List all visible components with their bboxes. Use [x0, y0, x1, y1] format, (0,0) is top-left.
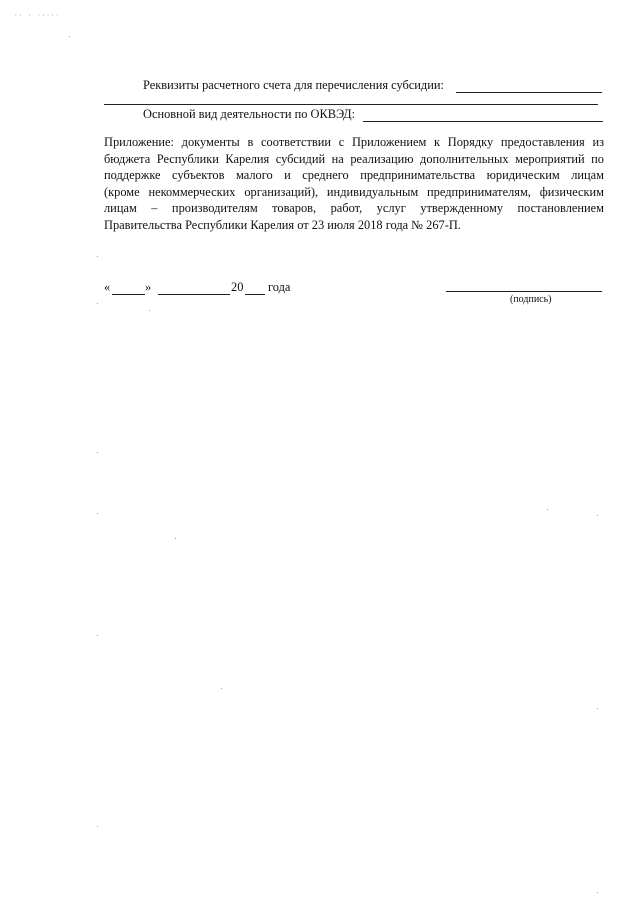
scan-speck — [597, 892, 598, 893]
scan-speck — [97, 826, 98, 827]
date-open-quote: « — [104, 280, 111, 294]
date-close-quote: » — [145, 280, 152, 294]
appendix-line: Правительства Республики Карелия от 23 июля 2018 года № 267-П. — [104, 217, 461, 232]
scan-speck — [175, 538, 176, 539]
appendix-line: (кроме некоммерческих организаций), индивидуальным предпринимателям, физическим — [104, 184, 604, 199]
account-details-label: Реквизиты расчетного счета для перечисления субсидии: — [143, 78, 444, 92]
appendix-line: лицам – производителям товаров, работ, услуг утвержденному постановлением — [104, 201, 604, 216]
date-day-blank[interactable] — [112, 294, 145, 295]
signature-blank[interactable] — [446, 291, 602, 292]
scan-artifact-marks: ·· · ····· — [14, 12, 61, 19]
okved-label: Основной вид деятельности по ОКВЭД: — [143, 107, 356, 121]
scan-speck — [97, 256, 98, 257]
account-details-blank[interactable] — [456, 92, 602, 93]
appendix-line: бюджета Республики Карелия субсидий на реализацию дополнительных мероприятий по — [104, 151, 604, 166]
account-details-blank-continued[interactable] — [104, 104, 598, 105]
date-month-blank[interactable] — [158, 294, 230, 295]
appendix-line: поддержке субъектов малого и среднего предпринимательства юридическим лицам — [104, 168, 604, 183]
scan-speck — [97, 635, 98, 636]
appendix-line: Приложение: документы в соответствии с Приложением к Порядку предоставления из — [104, 135, 604, 149]
signature-caption: (подпись) — [510, 294, 552, 305]
date-year-blank[interactable] — [245, 294, 265, 295]
appendix-paragraph — [104, 134, 604, 234]
scan-speck — [149, 310, 150, 311]
scan-speck — [547, 509, 548, 510]
date-year-prefix: 20 — [231, 280, 244, 294]
scan-speck — [97, 513, 98, 514]
scan-speck — [97, 303, 98, 304]
date-year-suffix: года — [268, 280, 291, 294]
scan-speck — [597, 708, 598, 709]
okved-blank[interactable] — [363, 121, 603, 122]
scan-speck — [597, 515, 598, 516]
scan-speck — [97, 452, 98, 453]
scan-speck — [69, 36, 70, 37]
scan-speck — [221, 688, 222, 689]
